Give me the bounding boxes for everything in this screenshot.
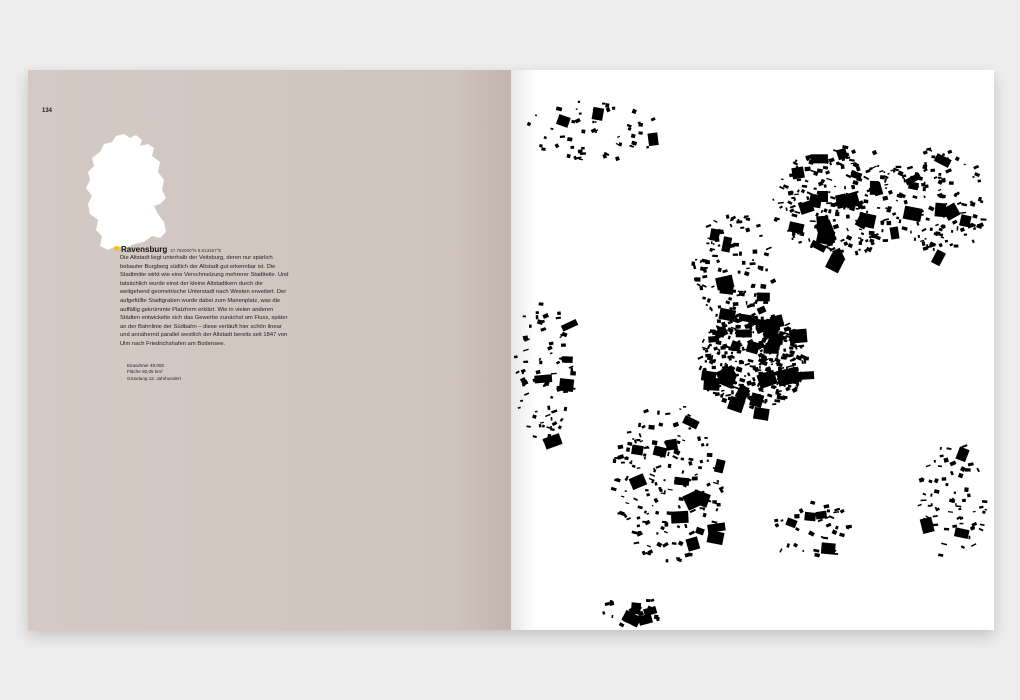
city-heading — [121, 245, 221, 254]
city-name: Ravensburg — [121, 245, 168, 254]
city-description: Die Altstadt liegt unterhalb der Veitsburg, deren nur spärlich bebauter Burgberg südlich der Altstadt gut erkennbar ist. Die Stadtmitte wirkt wie eine Verschmelzung mehrerer Stadtteile. Und tatsächlich wurde einst der kleine Altstadtkern durch die weitgehend geometrische Unterstadt nach Westen erweitert. Der aufgefüllte Stadtgraben wurde dabei zum Marienplatz, was die auffällig gekrümmte Platzform erklärt. Wie in vielen anderen Städten entwickelte sich das Gewerbe zunächst am Fluss, später an der Bahnlinie der Südbahn – diese verläuft hier schön linear und annähernd parallel westlich der Altstadt bereits seit 1847 von Ulm nach Friedrichshafen am Bodensee. — [120, 255, 289, 347]
book-spread — [28, 70, 994, 630]
stat-population: Einwohner 48.000 — [127, 363, 165, 368]
city-stats — [127, 363, 247, 382]
left-page — [28, 70, 511, 630]
figure-ground-city-map — [511, 70, 994, 630]
city-coordinates: 47.782000°N 9.613457°E — [170, 248, 222, 253]
page-number: 134 — [42, 108, 53, 114]
location-marker — [114, 246, 119, 251]
right-page — [511, 70, 994, 630]
germany-map-icon — [78, 132, 178, 257]
stat-area: Fläche 92,05 km² — [127, 369, 163, 375]
stat-founding: Gründung 12. Jahrhundert — [127, 375, 181, 381]
